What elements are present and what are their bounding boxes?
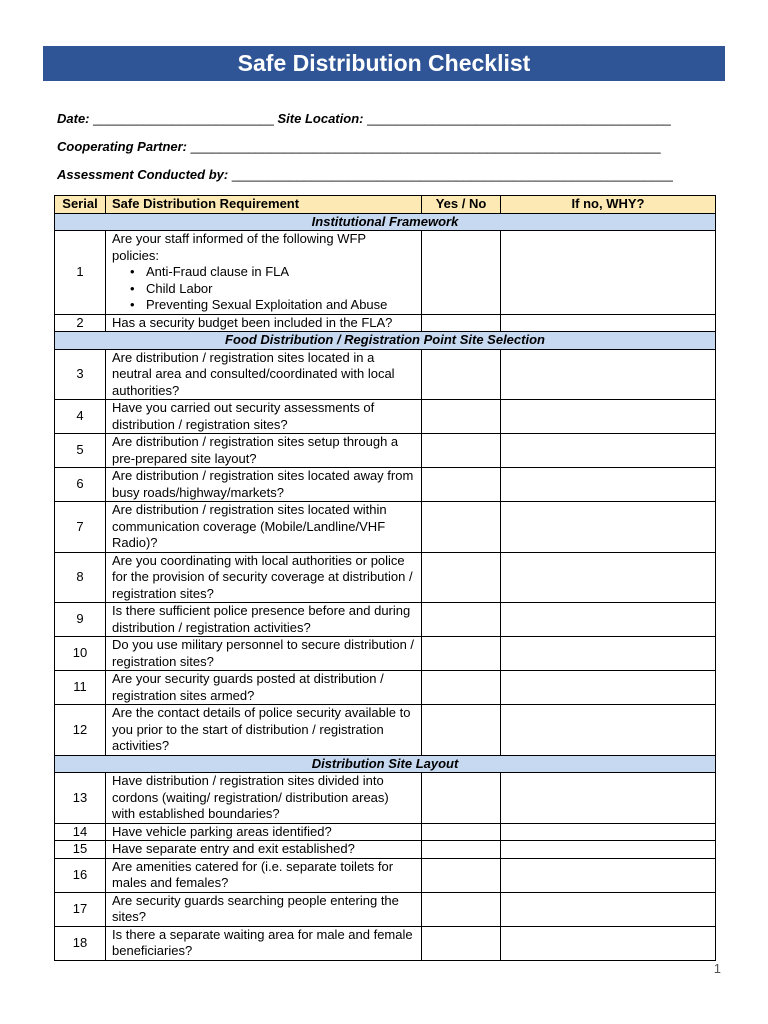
requirement-text: Are your security guards posted at distribution / registration sites armed? [112, 671, 384, 703]
yes-no-cell[interactable] [422, 705, 501, 756]
assessment-conducted-field[interactable]: _____________________________________________________________ [231, 167, 673, 182]
requirement-text: Do you use military personnel to secure distribution / registration sites? [112, 637, 415, 669]
table-row [55, 468, 716, 502]
table-row [55, 314, 716, 332]
section-title: Food Distribution / Registration Point Site Selection [55, 332, 716, 350]
serial-cell: 4 [55, 400, 106, 434]
table-row [55, 400, 716, 434]
serial-cell: 18 [55, 926, 106, 960]
if-no-why-cell[interactable] [501, 773, 716, 824]
yes-no-cell[interactable] [422, 349, 501, 400]
cooperating-partner-field[interactable]: _________________________________________________________________ [190, 139, 661, 154]
serial-cell: 3 [55, 349, 106, 400]
table-row [55, 552, 716, 603]
serial-cell: 11 [55, 671, 106, 705]
requirement-text: Has a security budget been included in the FLA? [112, 314, 393, 330]
yes-no-cell[interactable] [422, 637, 501, 671]
requirement-text: Are distribution / registration sites located away from busy roads/highway/markets? [112, 468, 414, 500]
serial-cell: 9 [55, 603, 106, 637]
yes-no-cell[interactable] [422, 841, 501, 859]
if-no-why-cell[interactable] [501, 603, 716, 637]
table-row [55, 603, 716, 637]
requirement-cell [106, 552, 422, 603]
requirement-text: Is there sufficient police presence before and during distribution / registration activities? [112, 603, 411, 635]
requirement-cell [106, 823, 422, 841]
requirement-text: Are distribution / registration sites located within communication coverage (Mobile/Landline/VHF Radio)? [112, 502, 387, 550]
table-row [55, 773, 716, 824]
checklist-table [54, 195, 716, 961]
requirement-cell [106, 502, 422, 553]
yes-no-cell[interactable] [422, 892, 501, 926]
serial-cell: 2 [55, 314, 106, 332]
yes-no-cell[interactable] [422, 468, 501, 502]
table-row [55, 926, 716, 960]
table-row [55, 637, 716, 671]
date-label: Date: [57, 111, 90, 126]
if-no-why-cell[interactable] [501, 841, 716, 859]
if-no-why-cell[interactable] [501, 671, 716, 705]
section-header-row [55, 332, 716, 350]
serial-cell: 8 [55, 552, 106, 603]
table-row [55, 671, 716, 705]
requirement-cell [106, 637, 422, 671]
if-no-why-cell[interactable] [501, 892, 716, 926]
requirement-cell [106, 231, 422, 315]
requirement-text: Are amenities catered for (i.e. separate toilets for males and females? [112, 858, 394, 890]
date-site-row [57, 111, 671, 126]
requirement-text: Have vehicle parking areas identified? [112, 823, 332, 839]
table-row [55, 705, 716, 756]
serial-cell: 10 [55, 637, 106, 671]
if-no-why-cell[interactable] [501, 637, 716, 671]
header-yes-no: Yes / No [422, 196, 501, 214]
if-no-why-cell[interactable] [501, 502, 716, 553]
requirement-text: Are security guards searching people entering the sites? [112, 892, 399, 924]
requirement-cell [106, 468, 422, 502]
yes-no-cell[interactable] [422, 671, 501, 705]
if-no-why-cell[interactable] [501, 705, 716, 756]
table-header-row [55, 196, 716, 214]
requirement-cell [106, 841, 422, 859]
yes-no-cell[interactable] [422, 603, 501, 637]
assessor-row [57, 167, 673, 182]
table-row [55, 349, 716, 400]
table-row [55, 823, 716, 841]
table-row [55, 502, 716, 553]
requirement-cell [106, 603, 422, 637]
serial-cell: 7 [55, 502, 106, 553]
if-no-why-cell[interactable] [501, 552, 716, 603]
cooperating-partner-label: Cooperating Partner: [57, 139, 188, 154]
if-no-why-cell[interactable] [501, 468, 716, 502]
section-header-row [55, 213, 716, 231]
requirement-cell [106, 773, 422, 824]
requirement-text: Are distribution / registration sites located in a neutral area and consulted/coordinated with local authorities? [112, 349, 395, 398]
if-no-why-cell[interactable] [501, 823, 716, 841]
policy-list-item: • Preventing Sexual Exploitation and Abuse [130, 297, 415, 314]
page-number: 1 [713, 961, 721, 976]
site-location-label: Site Location: [277, 111, 364, 126]
requirement-text: Are the contact details of police security available to you prior to the start of distribution / registration activities? [112, 705, 411, 753]
serial-cell: 13 [55, 773, 106, 824]
requirement-cell [106, 892, 422, 926]
policy-list-item: • Anti-Fraud clause in FLA [130, 264, 415, 281]
assessment-conducted-label: Assessment Conducted by: [57, 167, 229, 182]
if-no-why-cell[interactable] [501, 434, 716, 468]
yes-no-cell[interactable] [422, 502, 501, 553]
yes-no-cell[interactable] [422, 231, 501, 315]
if-no-why-cell[interactable] [501, 314, 716, 332]
serial-cell: 6 [55, 468, 106, 502]
table-row [55, 858, 716, 892]
requirement-text: Have separate entry and exit established? [112, 841, 355, 856]
serial-cell: 5 [55, 434, 106, 468]
policy-list-item: • Child Labor [130, 281, 415, 298]
requirement-cell [106, 349, 422, 400]
serial-cell: 16 [55, 858, 106, 892]
if-no-why-cell[interactable] [501, 926, 716, 960]
yes-no-cell[interactable] [422, 400, 501, 434]
requirement-cell [106, 671, 422, 705]
if-no-why-cell[interactable] [501, 858, 716, 892]
if-no-why-cell[interactable] [501, 400, 716, 434]
header-requirement: Safe Distribution Requirement [106, 196, 422, 214]
section-title: Distribution Site Layout [55, 755, 716, 773]
table-row [55, 231, 716, 315]
section-header-row [55, 755, 716, 773]
yes-no-cell[interactable] [422, 773, 501, 824]
serial-cell: 1 [55, 231, 106, 315]
requirement-cell [106, 434, 422, 468]
requirement-text: Have distribution / registration sites divided into cordons (waiting/ registration/ distribution areas) with established boundaries? [112, 773, 389, 821]
requirement-cell [106, 926, 422, 960]
requirement-text: Have you carried out security assessments of distribution / registration sites? [112, 400, 375, 432]
table-row [55, 841, 716, 859]
if-no-why-cell[interactable] [501, 349, 716, 400]
yes-no-cell[interactable] [422, 858, 501, 892]
yes-no-cell[interactable] [422, 552, 501, 603]
serial-cell: 17 [55, 892, 106, 926]
page-title: Safe Distribution Checklist [43, 46, 725, 81]
requirement-cell [106, 314, 422, 332]
table-row [55, 434, 716, 468]
section-title: Institutional Framework [55, 213, 716, 231]
yes-no-cell[interactable] [422, 434, 501, 468]
yes-no-cell[interactable] [422, 926, 501, 960]
table-row [55, 892, 716, 926]
serial-cell: 15 [55, 841, 106, 859]
policy-list [112, 264, 415, 314]
header-serial: Serial [55, 196, 106, 214]
requirement-text: Are you coordinating with local authorities or police for the provision of security coverage at distribution / registration sites? [112, 552, 413, 601]
serial-cell: 12 [55, 705, 106, 756]
requirement-cell [106, 858, 422, 892]
header-if-no-why: If no, WHY? [501, 196, 716, 214]
requirement-text: Is there a separate waiting area for male and female beneficiaries? [112, 926, 413, 958]
requirement-cell [106, 400, 422, 434]
yes-no-cell[interactable] [422, 314, 501, 332]
serial-cell: 14 [55, 823, 106, 841]
yes-no-cell[interactable] [422, 823, 501, 841]
date-field[interactable]: _________________________ [93, 111, 274, 126]
if-no-why-cell[interactable] [501, 231, 716, 315]
requirement-cell [106, 705, 422, 756]
partner-row [57, 139, 661, 154]
site-location-field[interactable]: __________________________________________ [367, 111, 671, 126]
requirement-text: Are distribution / registration sites setup through a pre-prepared site layout? [112, 434, 399, 466]
requirement-text: Are your staff informed of the following WFP policies: [112, 231, 366, 263]
